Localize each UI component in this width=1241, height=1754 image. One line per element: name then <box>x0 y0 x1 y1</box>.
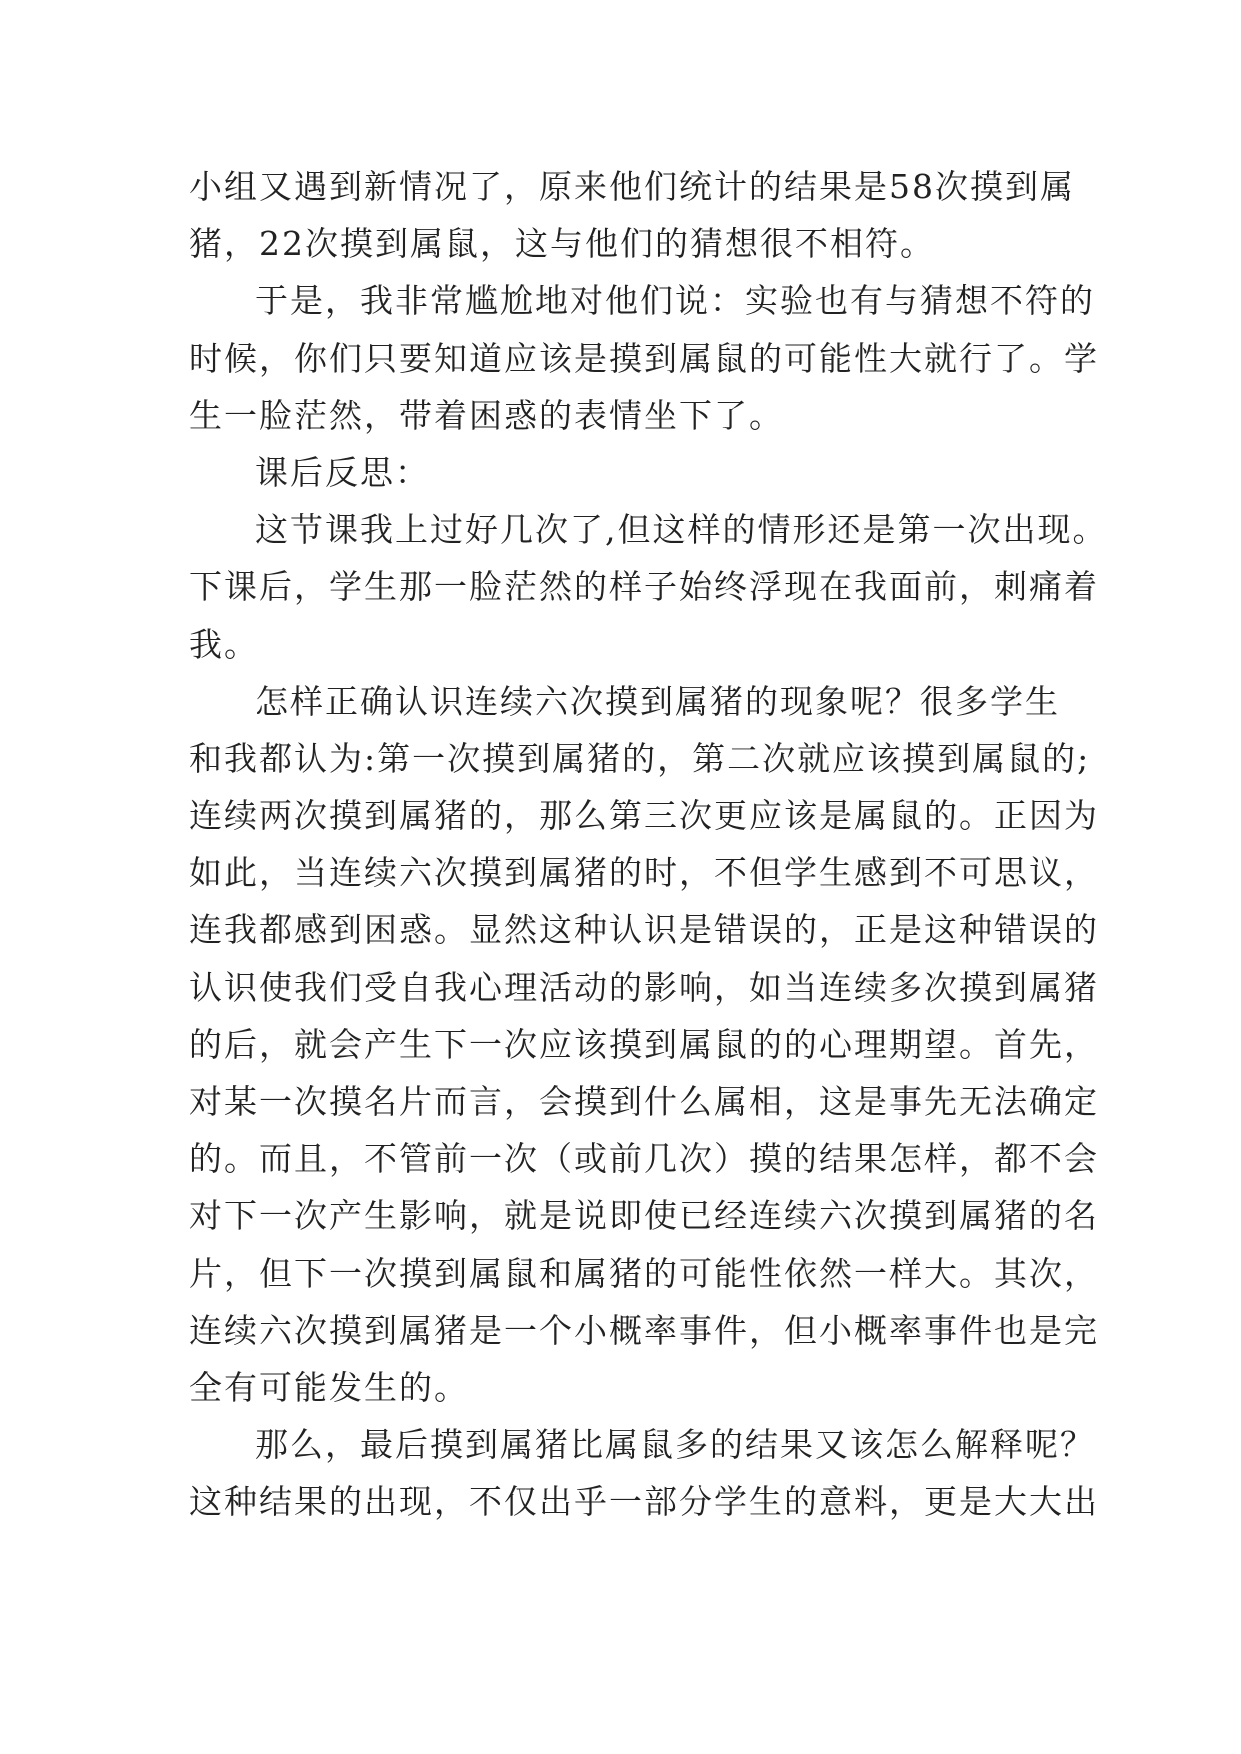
text-line: 对某一次摸名片而言，会摸到什么属相，这是事先无法确定 <box>189 1082 1099 1121</box>
text-line: 连我都感到困惑。显然这种认识是错误的，正是这种错误的 <box>189 910 1099 950</box>
text-line: 小组又遇到新情况了，原来他们统计的结果是58次摸到属 <box>189 167 1075 206</box>
text-line: 那么，最后摸到属猪比属鼠多的结果又该怎么解释呢？ <box>255 1425 1095 1465</box>
text-line: 课后反思： <box>255 452 430 492</box>
text-line: 这种结果的出现，不仅出乎一部分学生的意料，更是大大出 <box>189 1482 1099 1522</box>
text-line: 和我都认为:第一次摸到属猪的，第二次就应该摸到属鼠的; <box>189 738 1091 778</box>
text-line: 连续两次摸到属猪的，那么第三次更应该是属鼠的。正因为 <box>189 796 1099 836</box>
document-body <box>189 158 1108 1531</box>
text-line: 时候，你们只要知道应该是摸到属鼠的可能性大就行了。学 <box>189 338 1099 378</box>
text-line: 的。而且，不管前一次（或前几次）摸的结果怎样，都不会 <box>189 1139 1099 1179</box>
text-line: 于是，我非常尴尬地对他们说：实验也有与猜想不符的 <box>255 281 1095 321</box>
text-line: 认识使我们受自我心理活动的影响，如当连续多次摸到属猪 <box>189 967 1099 1007</box>
text-line: 对下一次产生影响，就是说即使已经连续六次摸到属猪的名 <box>189 1196 1099 1236</box>
text-line: 的后，就会产生下一次应该摸到属鼠的的心理期望。首先， <box>189 1024 1099 1064</box>
text-line: 下课后，学生那一脸茫然的样子始终浮现在我面前，刺痛着 <box>189 567 1099 607</box>
text-line: 怎样正确认识连续六次摸到属猪的现象呢？很多学生 <box>255 681 1060 721</box>
text-line: 如此，当连续六次摸到属猪的时，不但学生感到不可思议， <box>189 853 1099 893</box>
text-line: 连续六次摸到属猪是一个小概率事件，但小概率事件也是完 <box>189 1310 1099 1350</box>
text-line: 我。 <box>189 624 259 664</box>
text-line: 全有可能发生的。 <box>189 1367 469 1407</box>
text-line: 猪，22次摸到属鼠，这与他们的猜想很不相符。 <box>189 224 935 264</box>
text-line: 片，但下一次摸到属鼠和属猪的可能性依然一样大。其次， <box>189 1253 1099 1293</box>
text-line: 生一脸茫然，带着困惑的表情坐下了。 <box>189 395 784 435</box>
text-line: 这节课我上过好几次了,但这样的情形还是第一次出现。 <box>255 510 1108 550</box>
